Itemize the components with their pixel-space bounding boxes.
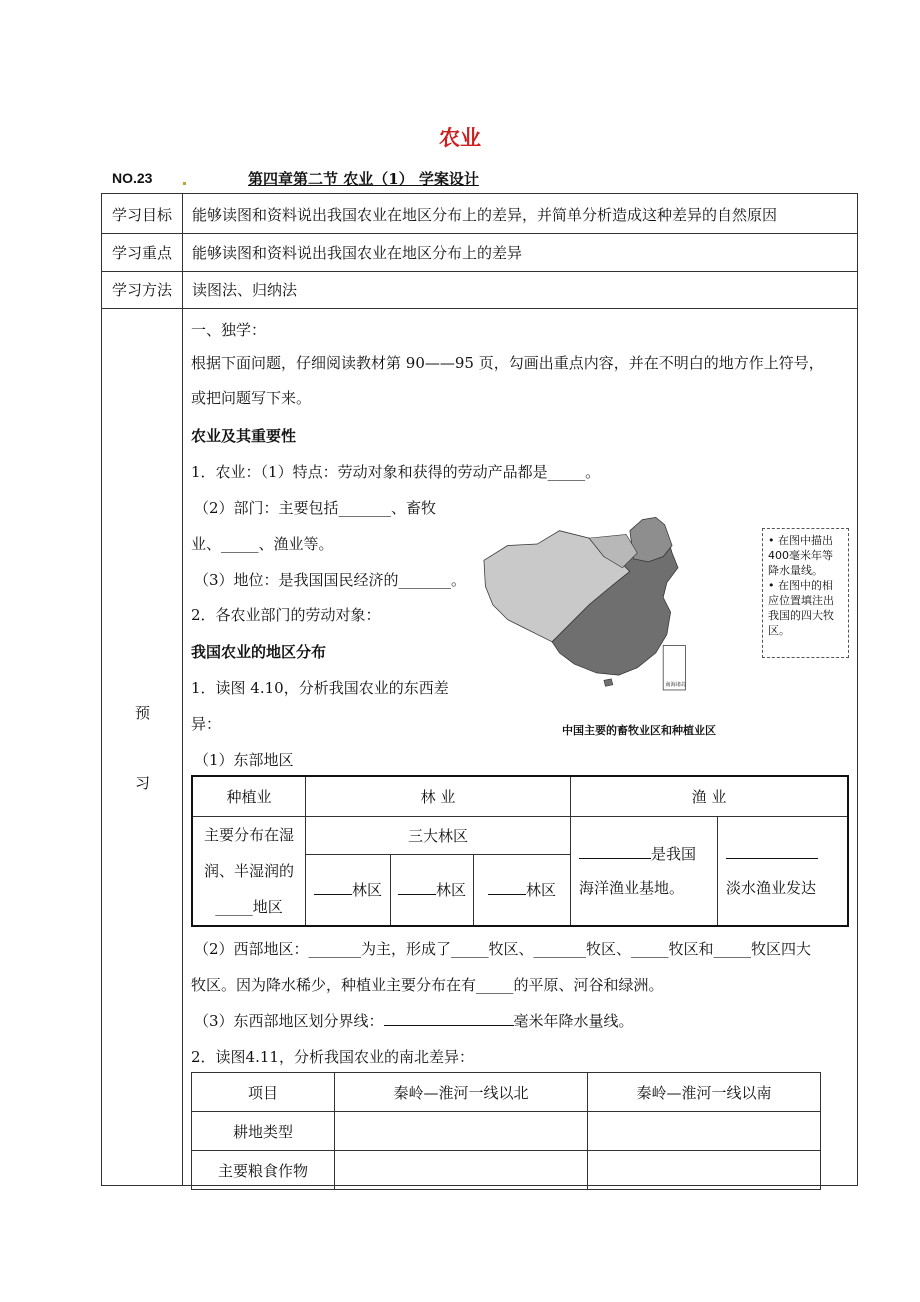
row-text-method: 读图法、归纳法 [192,281,298,299]
item-feature: 1．农业：（1）特点：劳动对象和获得的劳动产品都是_____。 [191,463,601,481]
fish-fresh-cell [718,816,849,926]
chapter-heading: 第四章第二节 农业（1） 学案设计 [248,170,479,188]
east-region-table [191,775,849,927]
row-text-goal: 能够读图和资料说出我国农业在地区分布上的差异，并简单分析造成这种差异的自然原因 [192,206,778,224]
ns-cell-blank[interactable] [335,1112,588,1151]
item-status: （3）地位：是我国国民经济的_______。 [194,571,467,589]
item-west-2: 牧区。因为降水稀少，种植业主要分布在有_____的平原、河谷和绿洲。 [191,976,664,994]
ns-row-crops: 主要粮食作物 [192,1151,335,1190]
map-legend [762,528,849,658]
fish-fresh-text: 淡水渔业发达 [726,878,817,897]
row-label-method: 学习方法 [112,281,173,299]
item-sectors-a: （2）部门：主要包括_______、畜牧 [194,499,437,517]
divide-tail: 毫米年降水量线。 [513,1012,634,1030]
instruction-line-1: 根据下面问题，仔细阅读教材第 90——95 页，勾画出重点内容，并在不明白的地方作上符号， [191,354,824,372]
header-crop: 种植业 [192,776,306,816]
crop-line-2: 润、半湿润的 [203,861,294,880]
side-label-pre: 预 [135,704,151,722]
row-label-key: 学习重点 [112,244,173,262]
forest-cell-2: 林区 [391,854,474,926]
ns-cell-blank[interactable] [335,1151,588,1190]
item-west-1: （2）西部地区：_______为主，形成了_____牧区、_______牧区、_____牧区和_____牧区四大 [194,940,812,958]
forest-cell-3: 林区 [474,854,571,926]
map-caption: 中国主要的畜牧业区和种植业区 [562,724,716,737]
header-fish: 渔 业 [571,776,849,816]
north-south-table [191,1072,821,1190]
row-text-key: 能够读图和资料说出我国农业在地区分布上的差异 [192,244,523,262]
forest-subheader: 三大林区 [306,816,571,854]
china-agriculture-map [478,484,758,730]
item-east: （1）东部地区 [194,751,294,769]
item-eastwest-a: 1．读图 4.10，分析我国农业的东西差 [191,679,449,697]
crop-line-3: _____地区 [215,897,283,916]
fish-sea-line-1: 是我国 [651,844,697,863]
ns-header-north: 秦岭—淮河一线以北 [335,1073,588,1112]
divide-label: （3）东西部地区划分界线： [194,1012,384,1030]
item-sectors-b: 业、_____、渔业等。 [191,535,334,553]
step-independent: 一、独学： [191,321,267,339]
row-label-goal: 学习目标 [112,206,173,224]
crop-line-1: 主要分布在湿 [203,825,294,844]
ns-header-south: 秦岭—淮河一线以南 [588,1073,821,1112]
item-north-south: 2．读图4.11，分析我国农业的南北差异： [191,1048,474,1066]
hainan-island [604,679,613,686]
legend-text-1: • 在图中描出400毫米年等降水量线。 [768,534,833,577]
heading-distribution: 我国农业的地区分布 [191,643,327,661]
decorative-dot [183,182,186,185]
item-objects: 2．各农业部门的劳动对象： [191,606,381,624]
ns-cell-blank[interactable] [588,1151,821,1190]
lesson-number: NO.23 [112,170,153,186]
side-label-xi: 习 [135,774,151,792]
header-forest: 林 业 [306,776,571,816]
heading-importance: 农业及其重要性 [191,427,297,445]
page-title: 农业 [439,126,481,150]
item-eastwest-b: 异： [191,715,222,733]
instruction-line-2: 或把问题写下来。 [191,389,312,407]
inset-label: 南海诸岛 [665,682,687,689]
ns-header-item: 项目 [192,1073,335,1112]
crop-cell [192,816,306,926]
forest-cell-1: 林区 [306,854,391,926]
fish-sea-line-2: 海洋渔业基地。 [579,878,685,897]
ns-cell-blank[interactable] [588,1112,821,1151]
item-divide [194,1010,634,1031]
ns-row-land: 耕地类型 [192,1112,335,1151]
fish-sea-cell [571,816,718,926]
legend-text-2: • 在图中的相应位置填注出我国的四大牧区。 [768,579,834,637]
